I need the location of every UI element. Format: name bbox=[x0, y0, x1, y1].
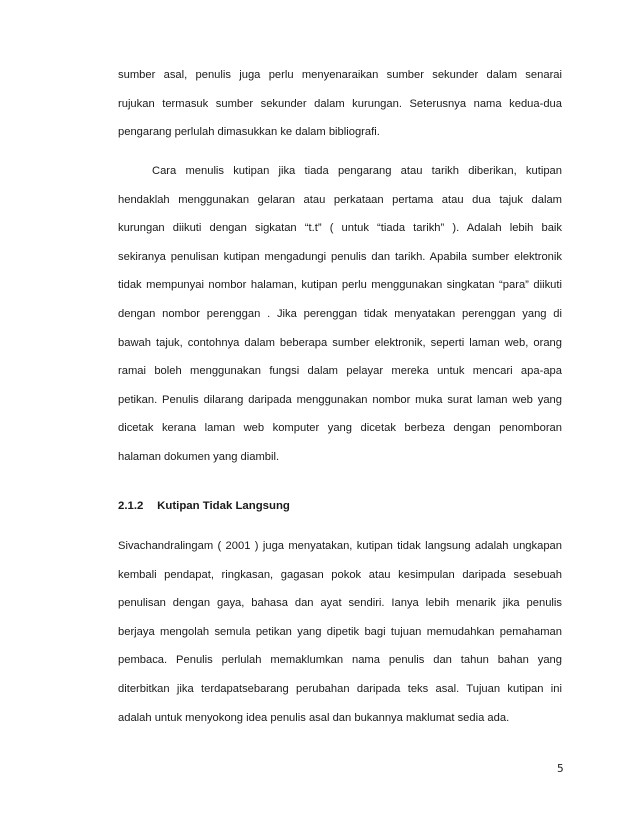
text-line: dicetak kerana laman web komputer yang dicetak berbeza dengan penomboran bbox=[118, 422, 562, 435]
paragraph-continuation bbox=[118, 61, 562, 147]
text-line: kembali pendapat, ringkasan, gagasan pokok atau kesimpulan daripada sesebuah bbox=[118, 568, 562, 581]
text-line: tidak mempunyai nombor halaman, kutipan perlu menggunakan singkatan “para” diikuti bbox=[118, 279, 562, 292]
text-line: rujukan termasuk sumber sekunder dalam kurungan. Seterusnya nama kedua-dua bbox=[118, 97, 562, 110]
text-line: pembaca. Penulis perlulah memaklumkan nama penulis dan tahun bahan yang bbox=[118, 654, 562, 667]
text-line: sumber asal, penulis juga perlu menyenaraikan sumber sekunder dalam senarai bbox=[118, 69, 562, 81]
text-line: adalah untuk menyokong idea penulis asal dan bukannya maklumat sedia ada. bbox=[118, 711, 510, 724]
text-line: bawah tajuk, contohnya dalam beberapa sumber elektronik, seperti laman web, orang bbox=[118, 336, 562, 349]
text-line: hendaklah menggunakan gelaran atau perkataan pertama atau dua tajuk dalam bbox=[118, 193, 562, 206]
text-line: kurungan diikuti dengan sigkatan “t.t” ( untuk “tiada tarikh” ). Adalah lebih baik bbox=[118, 222, 562, 235]
section-heading bbox=[118, 496, 290, 516]
section-title: Kutipan Tidak Langsung bbox=[157, 500, 290, 512]
text-line: pengarang perlulah dimasukkan ke dalam bibliografi. bbox=[118, 126, 380, 139]
page-number: 5 bbox=[557, 763, 564, 775]
text-line: sekiranya penulisan kutipan mengadungi penulis dan tarikh. Apabila sumber elektronik bbox=[118, 250, 562, 263]
text-line: diterbitkan jika terdapatsebarang perubahan daripada teks asal. Tujuan kutipan ini bbox=[118, 682, 562, 695]
text-line: Sivachandralingam ( 2001 ) juga menyatakan, kutipan tidak langsung adalah ungkapan bbox=[118, 540, 562, 552]
text-line: dengan nombor perenggan . Jika perenggan tidak menyatakan perenggan yang di bbox=[118, 307, 562, 320]
text-line: berjaya mengolah semula petikan yang dipetik bagi tujuan memudahkan pemahaman bbox=[118, 625, 562, 638]
paragraph-kutipan-tidak-langsung bbox=[118, 532, 562, 732]
paragraph-kutipan-tanpa-pengarang bbox=[118, 157, 562, 472]
text-line: petikan. Penulis dilarang daripada menggunakan nombor muka surat laman web yang bbox=[118, 393, 562, 406]
text-line: ramai boleh menggunakan fungsi dalam pelayar mereka untuk mencari apa-apa bbox=[118, 365, 562, 378]
section-number: 2.1.2 bbox=[118, 500, 144, 512]
text-line: penulisan dengan gaya, bahasa dan ayat sendiri. Ianya lebih menarik jika penulis bbox=[118, 597, 562, 610]
text-line: Cara menulis kutipan jika tiada pengarang atau tarikh diberikan, kutipan bbox=[152, 165, 562, 177]
text-line: halaman dokumen yang diambil. bbox=[118, 450, 280, 463]
